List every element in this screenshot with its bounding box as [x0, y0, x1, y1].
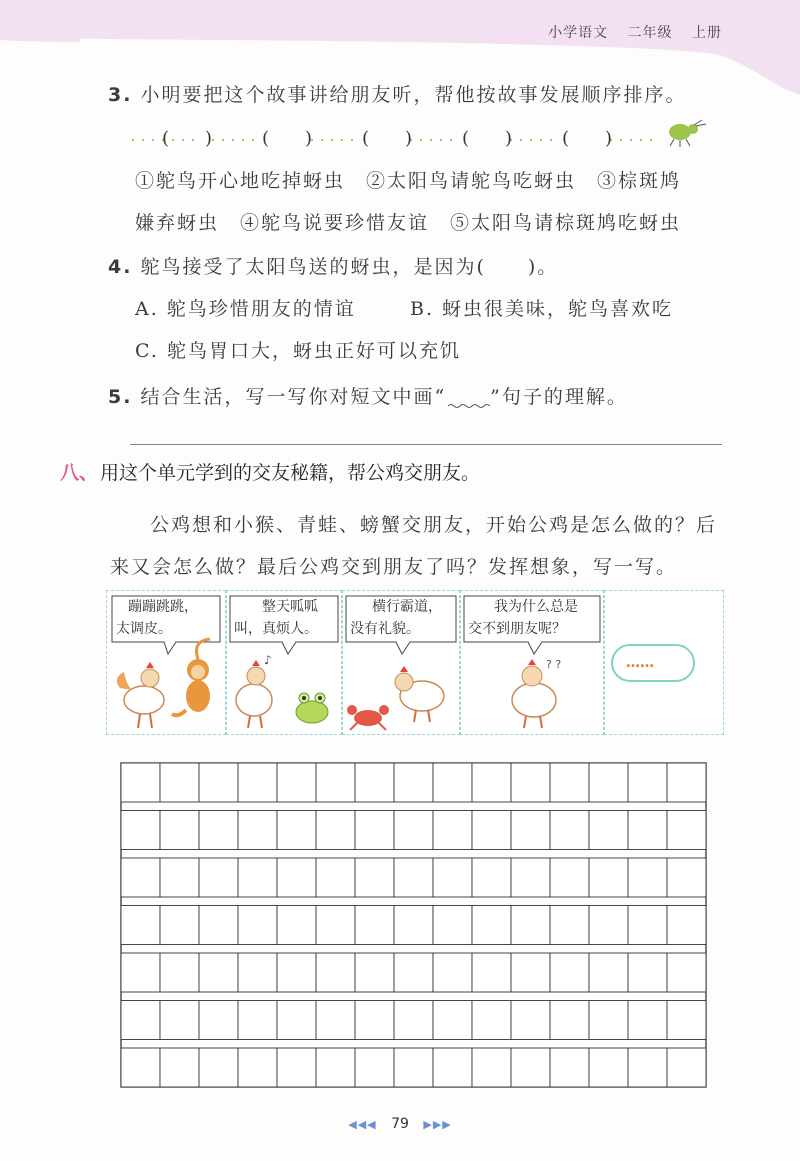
grid-cell[interactable]: [433, 1048, 472, 1087]
grid-cell[interactable]: [238, 1001, 277, 1040]
sequence-blank-5[interactable]: ( ): [562, 128, 613, 149]
grid-cell[interactable]: [121, 1001, 160, 1040]
grid-cell[interactable]: [355, 811, 394, 850]
grid-cell[interactable]: [160, 1001, 199, 1040]
page-footer: [0, 1116, 800, 1132]
grid-cell[interactable]: [238, 1048, 277, 1087]
question-4-option-a[interactable]: A. 鸵鸟珍惜朋友的情谊: [135, 298, 356, 320]
grid-cell[interactable]: [667, 906, 706, 945]
sequence-blank-1[interactable]: ( ): [162, 128, 213, 149]
comic-bubble-3-line-1: 横行霸道，: [372, 599, 442, 615]
grid-cell[interactable]: [121, 811, 160, 850]
grid-cell[interactable]: [394, 1001, 433, 1040]
grid-cell[interactable]: [667, 1001, 706, 1040]
grid-cell[interactable]: [316, 1048, 355, 1087]
grid-cell[interactable]: [160, 811, 199, 850]
frog-icon: [296, 693, 328, 723]
comic-strip: [106, 590, 724, 735]
grid-cell[interactable]: [550, 1001, 589, 1040]
grid-cell[interactable]: [355, 858, 394, 897]
grid-cell[interactable]: [667, 1048, 706, 1087]
grid-cell[interactable]: [589, 858, 628, 897]
comic-bubble-2-line-1: 整天呱呱: [262, 599, 318, 615]
question-4-number: 4.: [108, 256, 133, 278]
grid-cell[interactable]: [394, 953, 433, 992]
section-8-heading: [60, 458, 480, 485]
grid-cell[interactable]: [667, 811, 706, 850]
answer-line[interactable]: [130, 444, 722, 445]
page-number: 79: [391, 1116, 409, 1132]
section-8-title: 用这个单元学到的交友秘籍，帮公鸡交朋友。: [100, 462, 481, 484]
grid-cell[interactable]: [511, 1001, 550, 1040]
grid-cell[interactable]: [433, 953, 472, 992]
grid-cell[interactable]: [121, 858, 160, 897]
grid-cell[interactable]: [160, 858, 199, 897]
question-5: [108, 382, 628, 409]
grid-cell[interactable]: [316, 763, 355, 802]
grid-cell[interactable]: [277, 906, 316, 945]
grid-cell[interactable]: [394, 811, 433, 850]
grid-cell[interactable]: [199, 858, 238, 897]
grid-cell[interactable]: [277, 763, 316, 802]
grid-cell[interactable]: [511, 1048, 550, 1087]
header-volume: 上册: [692, 25, 722, 41]
grid-cell[interactable]: [550, 763, 589, 802]
comic-bubble-1: [116, 596, 198, 640]
grid-cell[interactable]: [199, 953, 238, 992]
grid-cell[interactable]: [238, 953, 277, 992]
comic-bubble-4: [468, 596, 578, 640]
grid-cell[interactable]: [628, 811, 667, 850]
comic-bubble-4-line-2: 交不到朋友呢？: [468, 621, 566, 637]
grid-cell[interactable]: [433, 811, 472, 850]
grid-cell[interactable]: [355, 763, 394, 802]
grid-cell[interactable]: [160, 953, 199, 992]
aphid-icon: [669, 120, 706, 147]
grid-cell[interactable]: [316, 953, 355, 992]
grid-cell[interactable]: [472, 858, 511, 897]
grid-cell[interactable]: [433, 906, 472, 945]
grid-cell[interactable]: [199, 811, 238, 850]
grid-cell[interactable]: [199, 1048, 238, 1087]
question-4-option-c[interactable]: C. 鸵鸟胃口大，蚜虫正好可以充饥: [135, 340, 461, 362]
grid-cell[interactable]: [511, 811, 550, 850]
grid-cell[interactable]: [589, 763, 628, 802]
sequence-blank-2[interactable]: ( ): [262, 128, 313, 149]
comic-bubble-1-line-2: 太调皮。: [116, 621, 172, 637]
grid-cell[interactable]: [394, 763, 433, 802]
svg-text:? ?: ? ?: [546, 658, 562, 671]
grid-cell[interactable]: [433, 1001, 472, 1040]
comic-bubble-1-line-1: 蹦蹦跳跳，: [128, 599, 198, 615]
grid-cell[interactable]: [550, 953, 589, 992]
grid-cell[interactable]: [355, 1001, 394, 1040]
grid-cell[interactable]: [394, 906, 433, 945]
question-3-options-line-1: ①鸵鸟开心地吃掉蚜虫 ②太阳鸟请鸵鸟吃蚜虫 ③棕斑鸠: [135, 170, 682, 192]
grid-cell[interactable]: [550, 811, 589, 850]
grid-cell[interactable]: [199, 906, 238, 945]
grid-cell[interactable]: [628, 763, 667, 802]
grid-cell[interactable]: [238, 811, 277, 850]
grid-cell[interactable]: [121, 763, 160, 802]
grid-cell[interactable]: [589, 1001, 628, 1040]
grid-cell[interactable]: [160, 906, 199, 945]
comic-bubble-4-line-1: 我为什么总是: [494, 599, 578, 615]
sequence-blank-4[interactable]: ( ): [462, 128, 513, 149]
grid-cell[interactable]: [589, 811, 628, 850]
section-8-number: 八、: [60, 462, 99, 484]
question-3-text: 小明要把这个故事讲给朋友听，帮他按故事发展顺序排序。: [140, 84, 687, 106]
grid-cell[interactable]: [628, 858, 667, 897]
grid-cell[interactable]: [511, 953, 550, 992]
question-3-number: 3.: [108, 84, 133, 106]
grid-cell[interactable]: [433, 858, 472, 897]
wavy-underline-mark: [446, 384, 490, 403]
grid-cell[interactable]: [316, 1001, 355, 1040]
rooster-icon: [117, 662, 164, 728]
grid-cell[interactable]: [628, 953, 667, 992]
grid-cell[interactable]: [472, 1048, 511, 1087]
left-arrows-icon: ◀◀◀: [348, 1118, 377, 1131]
grid-cell[interactable]: [277, 858, 316, 897]
question-4-option-b[interactable]: B. 蚜虫很美味，鸵鸟喜欢吃: [410, 298, 674, 320]
grid-cell[interactable]: [433, 763, 472, 802]
comic-bubble-2: [234, 596, 318, 640]
grid-cell[interactable]: [589, 906, 628, 945]
grid-cell[interactable]: [472, 953, 511, 992]
sequence-blank-3[interactable]: ( ): [362, 128, 413, 149]
grid-cell[interactable]: [199, 763, 238, 802]
grid-cell[interactable]: [121, 906, 160, 945]
grid-cell[interactable]: [238, 858, 277, 897]
grid-cell[interactable]: [355, 906, 394, 945]
comic-bubble-3-line-2: 没有礼貌。: [350, 621, 420, 637]
grid-cell[interactable]: [667, 953, 706, 992]
writing-grid[interactable]: [120, 762, 708, 1090]
question-4: [108, 252, 558, 279]
grid-cell[interactable]: [550, 906, 589, 945]
grid-cell[interactable]: [628, 1048, 667, 1087]
grid-cell[interactable]: [238, 906, 277, 945]
comic-bubble-3: [350, 596, 442, 640]
grid-cell[interactable]: [472, 906, 511, 945]
grid-cell[interactable]: [472, 763, 511, 802]
grid-cell[interactable]: [277, 953, 316, 992]
grid-cell[interactable]: [121, 1048, 160, 1087]
grid-cell[interactable]: [160, 1048, 199, 1087]
question-3-options-line-2: 嫌弃蚜虫 ④鸵鸟说要珍惜友谊 ⑤太阳鸟请棕斑鸠吃蚜虫: [135, 212, 682, 234]
grid-cell[interactable]: [316, 858, 355, 897]
rooster-icon: [395, 666, 444, 722]
grid-cell[interactable]: [589, 1048, 628, 1087]
question-5-text-before: 结合生活，写一写你对短文中画“: [140, 386, 447, 408]
grid-cell[interactable]: [511, 906, 550, 945]
grid-cell[interactable]: [121, 953, 160, 992]
grid-cell[interactable]: [511, 763, 550, 802]
rooster-icon: [236, 653, 272, 728]
right-arrows-icon: ▶▶▶: [423, 1118, 452, 1131]
comic-bubble-5: ……: [626, 655, 654, 671]
grid-cell[interactable]: [589, 953, 628, 992]
header-grade: 二年级: [627, 25, 673, 41]
grid-cell[interactable]: [199, 1001, 238, 1040]
grid-cell[interactable]: [277, 1001, 316, 1040]
rooster-icon: [512, 658, 561, 728]
sequence-track: [128, 118, 728, 152]
header-subject: 小学语文: [548, 25, 609, 41]
grid-cell[interactable]: [550, 1048, 589, 1087]
grid-cell[interactable]: [472, 811, 511, 850]
grid-cell[interactable]: [394, 858, 433, 897]
grid-cell[interactable]: [667, 763, 706, 802]
grid-cell[interactable]: [277, 1048, 316, 1087]
grid-cell[interactable]: [394, 1048, 433, 1087]
section-8-paragraph-line-1: 公鸡想和小猴、青蛙、螃蟹交朋友，开始公鸡是怎么做的？后: [150, 514, 718, 536]
grid-cell[interactable]: [160, 763, 199, 802]
grid-cell[interactable]: [550, 858, 589, 897]
grid-cell[interactable]: [316, 906, 355, 945]
grid-cell[interactable]: [667, 858, 706, 897]
monkey-icon: [172, 639, 210, 715]
grid-cell[interactable]: [628, 1001, 667, 1040]
grid-cell[interactable]: [238, 763, 277, 802]
question-5-text-after: ”句子的理解。: [490, 386, 628, 408]
grid-cell[interactable]: [472, 1001, 511, 1040]
grid-cell[interactable]: [355, 1048, 394, 1087]
grid-cell[interactable]: [277, 811, 316, 850]
grid-cell[interactable]: [355, 953, 394, 992]
grid-cell[interactable]: [511, 858, 550, 897]
question-3: [108, 80, 686, 107]
comic-bubble-2-line-2: 叫，真烦人。: [234, 621, 318, 637]
question-4-text: 鸵鸟接受了太阳鸟送的蚜虫，是因为( )。: [140, 256, 559, 278]
crab-icon: [347, 705, 389, 730]
header-title: [534, 22, 722, 42]
question-5-number: 5.: [108, 386, 133, 408]
grid-cell[interactable]: [316, 811, 355, 850]
grid-cell[interactable]: [628, 906, 667, 945]
svg-text:♪: ♪: [264, 653, 272, 667]
section-8-paragraph-line-2: 来又会怎么做？最后公鸡交到朋友了吗？发挥想象，写一写。: [110, 556, 678, 578]
